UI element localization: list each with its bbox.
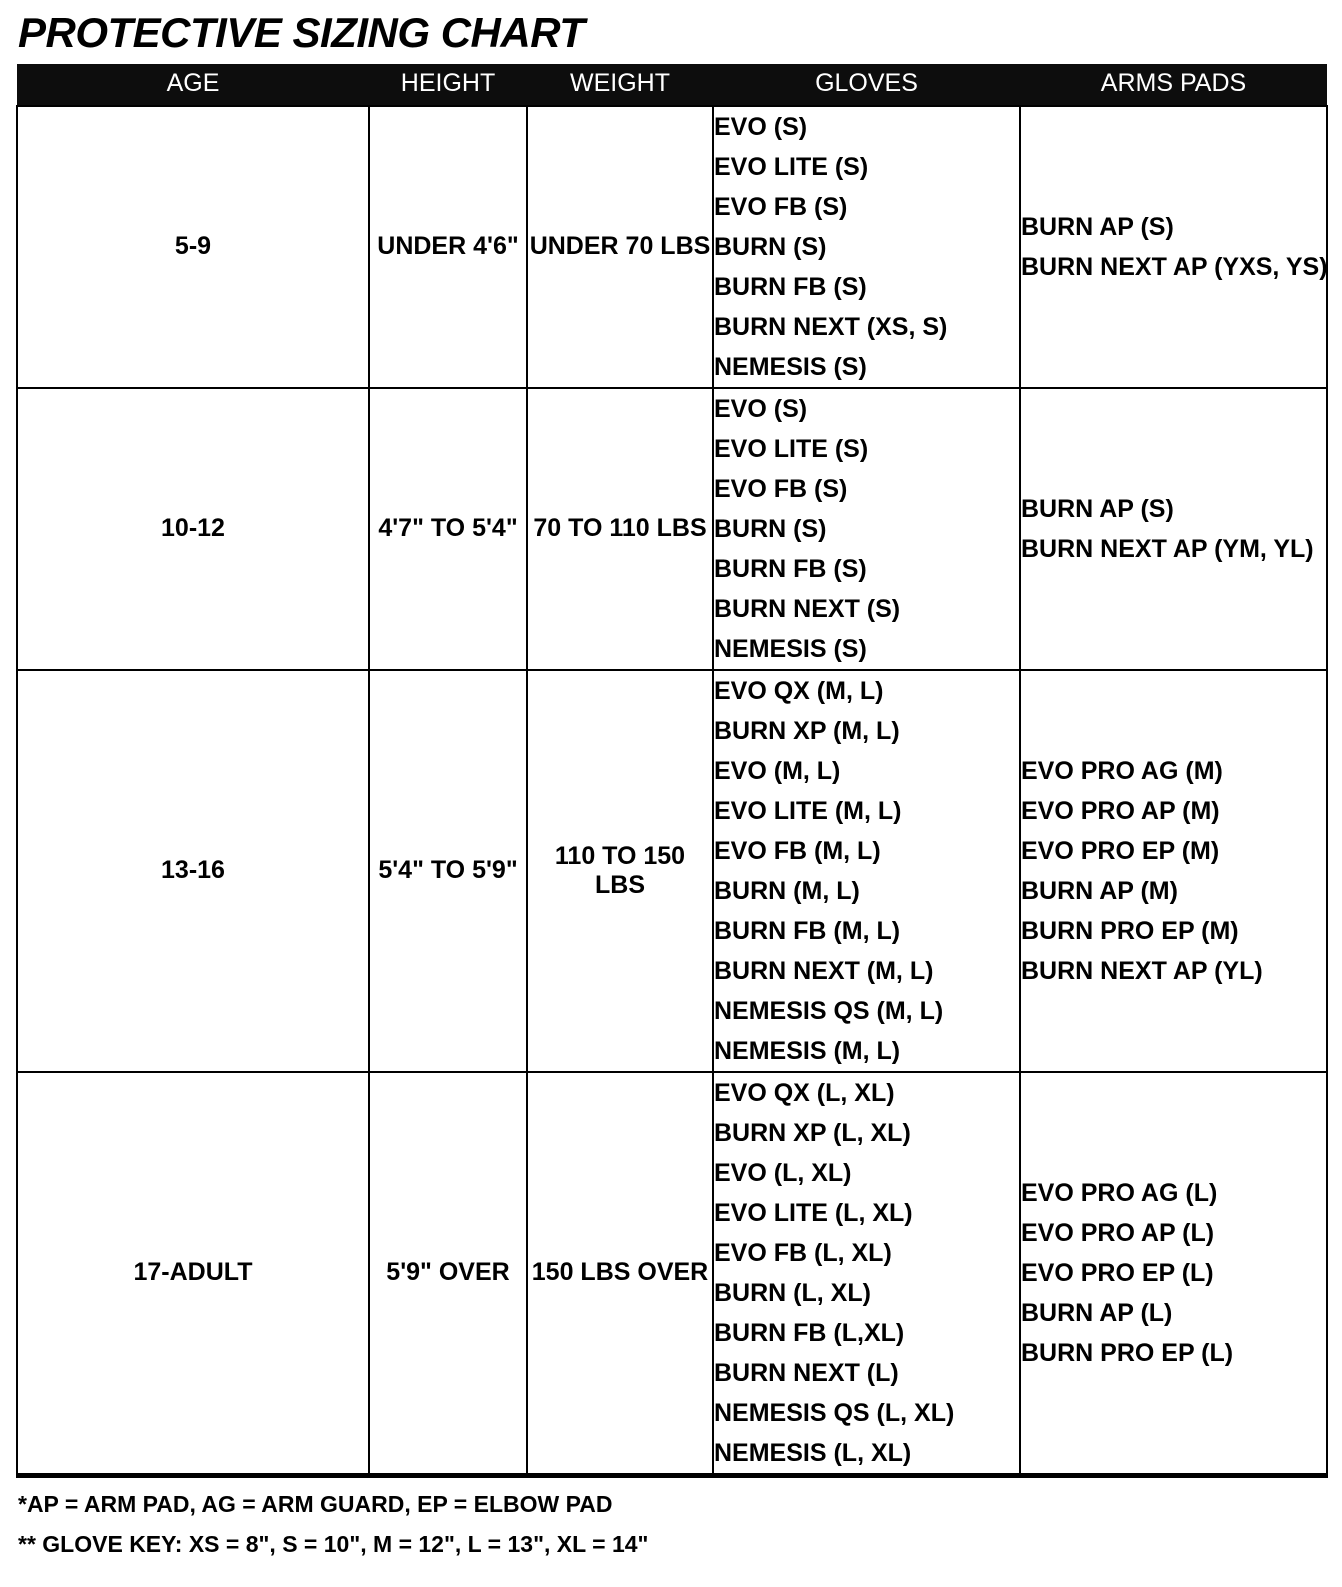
- arms-pads-list: [1021, 207, 1326, 287]
- cell-height: 5'4" TO 5'9": [369, 670, 527, 1072]
- cell-weight: 110 TO 150 LBS: [527, 670, 713, 1072]
- list-item: BURN (L, XL): [714, 1278, 871, 1307]
- column-header-arms-pads: ARMS PADS: [1020, 64, 1327, 106]
- cell-height: UNDER 4'6": [369, 106, 527, 388]
- protective-sizing-table: [16, 64, 1328, 1478]
- list-item: BURN AP (M): [1021, 876, 1178, 905]
- footnotes: [16, 1478, 1326, 1564]
- cell-gloves: [713, 670, 1020, 1072]
- table-header: [17, 64, 1327, 106]
- list-item: NEMESIS (M, L): [714, 1036, 901, 1065]
- list-item: NEMESIS (S): [714, 352, 867, 381]
- cell-gloves: [713, 1072, 1020, 1476]
- gloves-list: [714, 389, 1019, 669]
- gloves-list: [714, 671, 1019, 1071]
- list-item: BURN FB (S): [714, 272, 867, 301]
- table-row: [17, 1072, 1327, 1476]
- list-item: EVO FB (S): [714, 192, 848, 221]
- gloves-list: [714, 107, 1019, 387]
- list-item: NEMESIS (L, XL): [714, 1438, 912, 1467]
- table-body: [17, 106, 1327, 1476]
- column-header-weight: WEIGHT: [527, 64, 713, 106]
- list-item: EVO PRO AG (L): [1021, 1178, 1218, 1207]
- list-item: BURN NEXT AP (YXS, YS): [1021, 252, 1328, 281]
- list-item: EVO PRO EP (L): [1021, 1258, 1214, 1287]
- list-item: EVO PRO AP (M): [1021, 796, 1220, 825]
- cell-arms-pads: [1020, 670, 1327, 1072]
- table-row: [17, 388, 1327, 670]
- list-item: BURN PRO EP (M): [1021, 916, 1239, 945]
- list-item: EVO FB (M, L): [714, 836, 881, 865]
- column-header-gloves: GLOVES: [713, 64, 1020, 106]
- list-item: EVO (S): [714, 112, 808, 141]
- list-item: EVO LITE (L, XL): [714, 1198, 913, 1227]
- footnote-glove-key: ** GLOVE KEY: XS = 8", S = 10", M = 12", L = 13", XL = 14": [18, 1530, 649, 1557]
- list-item: EVO FB (L, XL): [714, 1238, 892, 1267]
- list-item: BURN NEXT (XS, S): [714, 312, 948, 341]
- cell-gloves: [713, 106, 1020, 388]
- cell-weight: 150 LBS OVER: [527, 1072, 713, 1476]
- list-item: BURN XP (M, L): [714, 716, 900, 745]
- list-item: EVO PRO AP (L): [1021, 1218, 1215, 1247]
- cell-height: 4'7" TO 5'4": [369, 388, 527, 670]
- list-item: BURN (S): [714, 232, 827, 261]
- list-item: BURN NEXT AP (YL): [1021, 956, 1263, 985]
- list-item: BURN FB (S): [714, 554, 867, 583]
- list-item: EVO LITE (M, L): [714, 796, 902, 825]
- table-header-row: [17, 64, 1327, 106]
- list-item: BURN NEXT AP (YM, YL): [1021, 534, 1314, 563]
- arms-pads-list: [1021, 489, 1326, 569]
- list-item: EVO (L, XL): [714, 1158, 852, 1187]
- list-item: NEMESIS (S): [714, 634, 867, 663]
- table-row: [17, 670, 1327, 1072]
- list-item: BURN (M, L): [714, 876, 860, 905]
- list-item: NEMESIS QS (M, L): [714, 996, 944, 1025]
- cell-weight: 70 TO 110 LBS: [527, 388, 713, 670]
- list-item: BURN AP (S): [1021, 494, 1174, 523]
- cell-arms-pads: [1020, 1072, 1327, 1476]
- cell-arms-pads: [1020, 388, 1327, 670]
- cell-age: 10-12: [17, 388, 369, 670]
- column-header-age: AGE: [17, 64, 369, 106]
- list-item: BURN FB (L,XL): [714, 1318, 905, 1347]
- cell-arms-pads: [1020, 106, 1327, 388]
- list-item: EVO PRO AG (M): [1021, 756, 1223, 785]
- list-item: EVO (M, L): [714, 756, 841, 785]
- list-item: BURN FB (M, L): [714, 916, 901, 945]
- gloves-list: [714, 1073, 1019, 1473]
- list-item: EVO LITE (S): [714, 152, 869, 181]
- page-title: PROTECTIVE SIZING CHART: [18, 9, 585, 56]
- list-item: BURN XP (L, XL): [714, 1118, 911, 1147]
- footnote-abbreviations: *AP = ARM PAD, AG = ARM GUARD, EP = ELBOW PAD: [18, 1490, 613, 1517]
- arms-pads-list: [1021, 1173, 1326, 1373]
- cell-gloves: [713, 388, 1020, 670]
- list-item: BURN NEXT (M, L): [714, 956, 934, 985]
- list-item: EVO QX (L, XL): [714, 1078, 895, 1107]
- list-item: BURN NEXT (S): [714, 594, 901, 623]
- list-item: BURN AP (L): [1021, 1298, 1173, 1327]
- list-item: BURN PRO EP (L): [1021, 1338, 1234, 1367]
- table-row: [17, 106, 1327, 388]
- cell-age: 5-9: [17, 106, 369, 388]
- cell-age: 17-ADULT: [17, 1072, 369, 1476]
- list-item: EVO QX (M, L): [714, 676, 884, 705]
- arms-pads-list: [1021, 751, 1326, 991]
- column-header-height: HEIGHT: [369, 64, 527, 106]
- cell-weight: UNDER 70 LBS: [527, 106, 713, 388]
- list-item: EVO (S): [714, 394, 808, 423]
- cell-height: 5'9" OVER: [369, 1072, 527, 1476]
- list-item: EVO LITE (S): [714, 434, 869, 463]
- list-item: BURN (S): [714, 514, 827, 543]
- list-item: EVO FB (S): [714, 474, 848, 503]
- list-item: EVO PRO EP (M): [1021, 836, 1220, 865]
- list-item: BURN NEXT (L): [714, 1358, 899, 1387]
- cell-age: 13-16: [17, 670, 369, 1072]
- list-item: BURN AP (S): [1021, 212, 1174, 241]
- list-item: NEMESIS QS (L, XL): [714, 1398, 955, 1427]
